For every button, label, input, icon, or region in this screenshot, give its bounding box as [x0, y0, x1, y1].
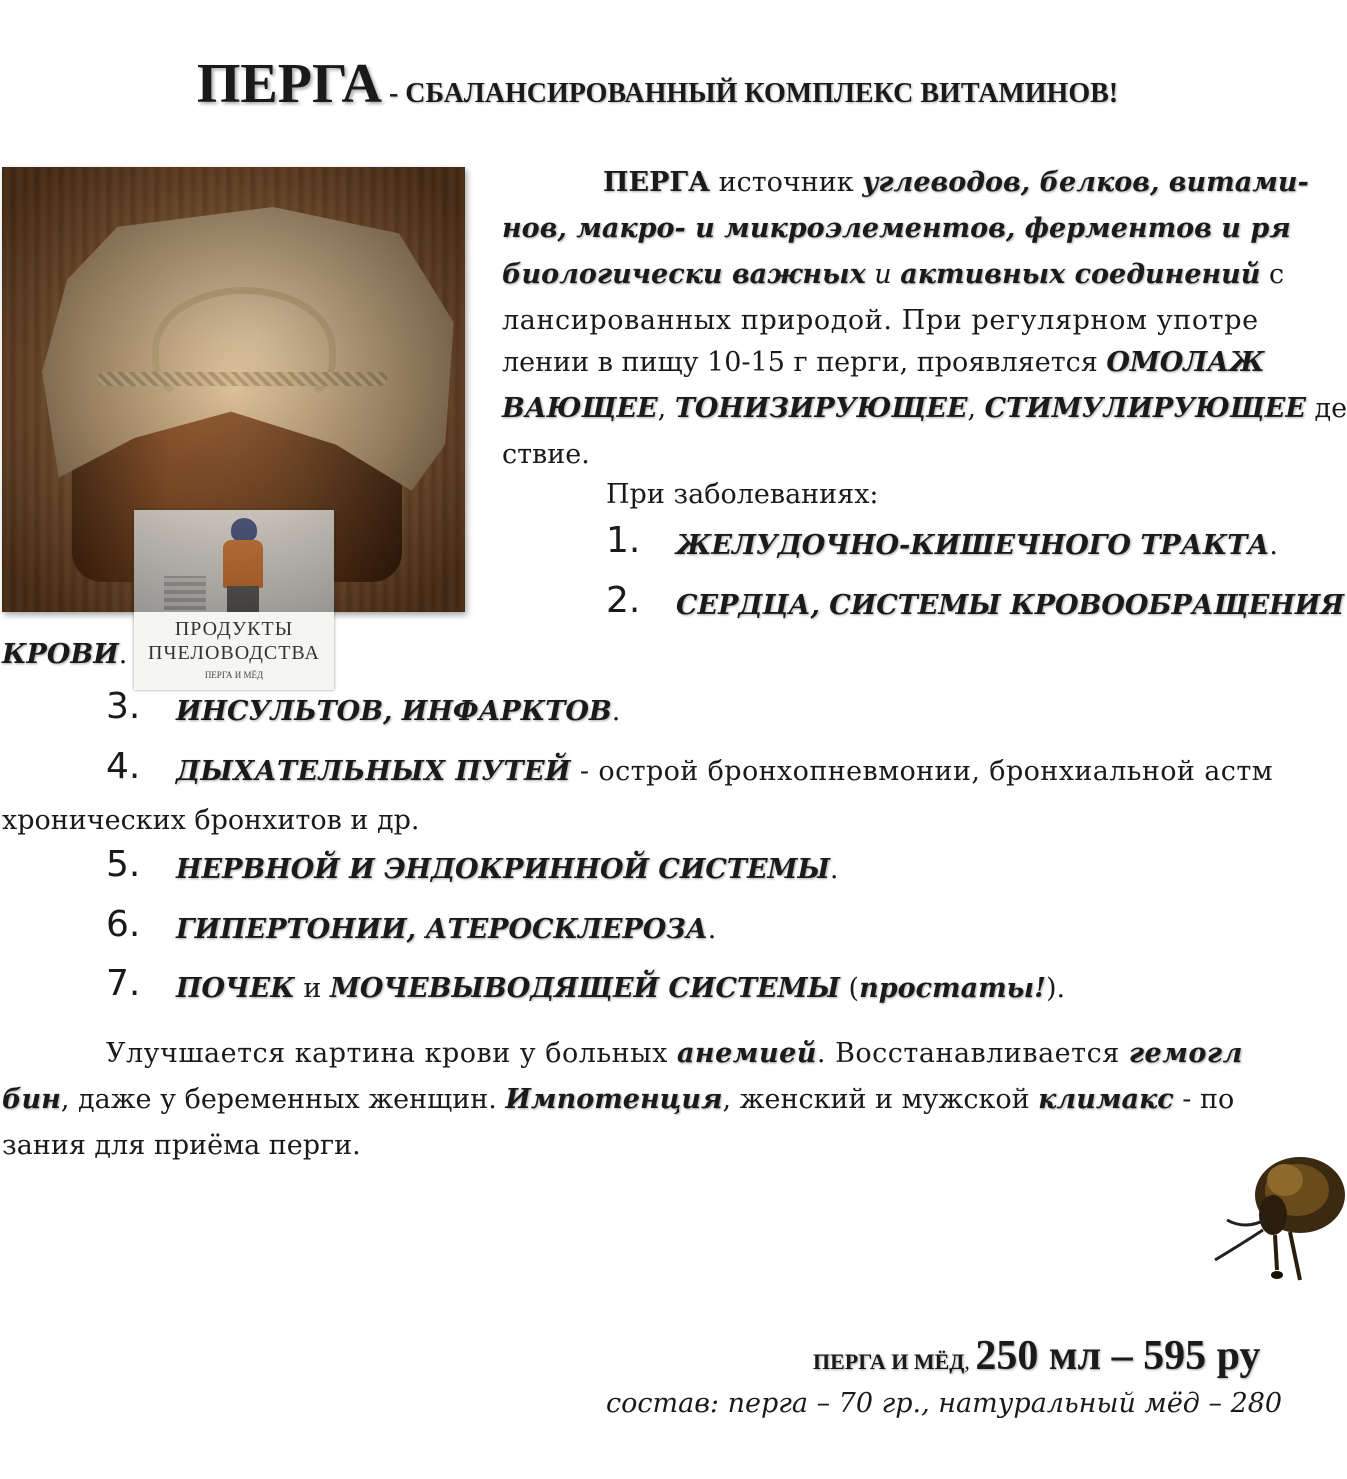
- price-composition: состав: перга – 70 гр., натуральный мёд – 280: [606, 1388, 1283, 1419]
- list-item-4: 4.: [106, 746, 141, 787]
- intro-line-6: ВАЮЩЕЕ, ТОНИЗИРУЮЩЕЕ, СТИМУЛИРУЮЩЕЕ де: [502, 393, 1347, 424]
- label-line2: ПЧЕЛОВОДСТВА: [148, 642, 320, 664]
- bee-image: [1205, 1120, 1315, 1285]
- list-item-5: 5.: [106, 844, 141, 885]
- closing-line-1: Улучшается картина крови у больных анемией. Восстанавливается гемогл: [106, 1038, 1243, 1069]
- list-item-1: 1.: [606, 520, 641, 561]
- list-text-3: ИНСУЛЬТОВ, ИНФАРКТОВ.: [176, 696, 621, 727]
- page-title: [0, 52, 1315, 116]
- intro-line-2: нов, макро- и микроэлементов, ферментов и ря: [502, 213, 1291, 244]
- list-text-4-cont: хронических бронхитов и др.: [2, 805, 420, 836]
- closing-line-2: бин, даже у беременных женщин. Импотенция, женский и мужской климакс - по: [2, 1084, 1235, 1115]
- intro-line-3: биологически важных и активных соединений с: [502, 259, 1285, 290]
- list-text-4: ДЫХАТЕЛЬНЫХ ПУТЕЙ - острой бронхопневмонии, бронхиальной астм: [176, 756, 1274, 787]
- label-line3: ПЕРГА И МЁД: [204, 670, 264, 680]
- intro-line-1: ПЕРГА источник углеводов, белков, витами-: [603, 167, 1309, 198]
- intro-line-7: ствие.: [502, 439, 590, 470]
- title-main: ПЕРГА: [196, 53, 382, 115]
- list-item-2: 2.: [606, 580, 641, 621]
- price-amount: 250 мл – 595 ру: [975, 1333, 1261, 1379]
- list-text-5: НЕРВНОЙ И ЭНДОКРИННОЙ СИСТЕМЫ.: [176, 854, 839, 885]
- title-rest: - СБАЛАНСИРОВАННЫЙ КОМПЛЕКС ВИТАМИНОВ!: [381, 78, 1119, 109]
- list-text-2-cont: КРОВИ.: [2, 639, 128, 670]
- intro-line-4: лансированных природой. При регулярном употре: [502, 305, 1259, 336]
- list-item-3: 3.: [106, 686, 141, 727]
- closing-line-3: зания для приёма перги.: [2, 1130, 361, 1161]
- price-product: ПЕРГА И МЁД: [813, 1349, 965, 1374]
- list-item-7: 7.: [106, 963, 141, 1004]
- diseases-intro: При заболеваниях:: [606, 479, 879, 510]
- intro-line-5: лении в пищу 10-15 г перги, проявляется ОМОЛАЖ: [502, 347, 1265, 378]
- price-line: ПЕРГА И МЁД, 250 мл – 595 ру: [813, 1333, 1261, 1379]
- label-line1: ПРОДУКТЫ: [174, 618, 294, 640]
- list-text-7: ПОЧЕК и МОЧЕВЫВОДЯЩЕЙ СИСТЕМЫ (простаты!).: [176, 973, 1066, 1004]
- list-text-6: ГИПЕРТОНИИ, АТЕРОСКЛЕРОЗА.: [176, 914, 717, 945]
- list-text-1: ЖЕЛУДОЧНО-КИШЕЧНОГО ТРАКТА.: [676, 530, 1278, 561]
- list-text-2: СЕРДЦА, СИСТЕМЫ КРОВООБРАЩЕНИЯ: [676, 590, 1345, 621]
- list-item-6: 6.: [106, 904, 141, 945]
